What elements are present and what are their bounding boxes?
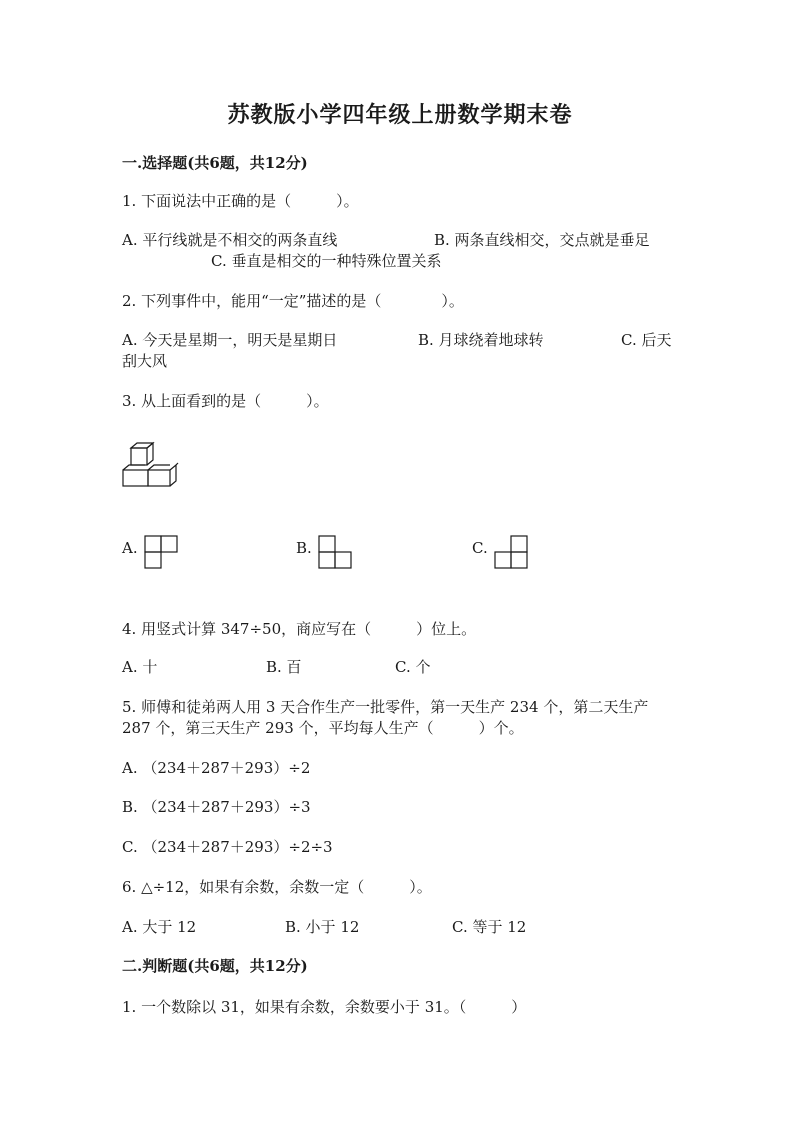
option-a-top-view-figure — [144, 535, 180, 571]
question-1-option-a: A. 平行线就是不相交的两条直线 — [122, 231, 338, 249]
question-4-option-c: C. 个 — [395, 658, 431, 676]
question-6-option-b: B. 小于 12 — [285, 918, 360, 936]
section-heading-true-false: 二.判断题(共6题，共12分) — [122, 957, 308, 975]
question-2-option-b: B. 月球绕着地球转 — [418, 331, 544, 349]
page-title: 苏教版小学四年级上册数学期末卷 — [227, 102, 573, 128]
question-1-stem: 1. 下面说法中正确的是（ ）。 — [122, 192, 359, 210]
question-6-stem: 6. △÷12，如果有余数，余数一定（ ）。 — [122, 878, 432, 896]
judge-question-1-stem: 1. 一个数除以 31，如果有余数，余数要小于 31。（ ） — [122, 998, 527, 1016]
question-6-option-c: C. 等于 12 — [452, 918, 527, 936]
question-5-stem-line2: 287 个，第三天生产 293 个，平均每人生产（ ）个。 — [122, 719, 524, 737]
option-c-top-view-figure — [494, 535, 530, 571]
question-5-stem-line1: 5. 师傅和徒弟两人用 3 天合作生产一批零件，第一天生产 234 个，第二天生产 — [122, 698, 649, 716]
question-5-option-c: C. （234＋287＋293）÷2÷3 — [122, 838, 333, 856]
option-b-top-view-figure — [318, 535, 354, 571]
question-4-option-b: B. 百 — [266, 658, 302, 676]
cube-stack-figure — [120, 440, 182, 490]
question-1-option-c: C. 垂直是相交的一种特殊位置关系 — [211, 252, 442, 270]
question-4-option-a: A. 十 — [122, 658, 158, 676]
section-heading-choice: 一.选择题(共6题，共12分) — [122, 154, 308, 172]
question-2-stem: 2. 下列事件中，能用“一定”描述的是（ ）。 — [122, 292, 464, 310]
question-1-option-b: B. 两条直线相交，交点就是垂足 — [434, 231, 650, 249]
question-3-option-c: C. — [472, 539, 488, 557]
question-5-option-a: A. （234＋287＋293）÷2 — [122, 759, 311, 777]
question-5-option-b: B. （234＋287＋293）÷3 — [122, 798, 311, 816]
question-4-stem: 4. 用竖式计算 347÷50，商应写在（ ）位上。 — [122, 620, 477, 638]
question-3-option-b: B. — [296, 539, 312, 557]
question-6-option-a: A. 大于 12 — [122, 918, 197, 936]
question-3-stem: 3. 从上面看到的是（ ）。 — [122, 392, 329, 410]
question-2-option-c-continued: 刮大风 — [122, 352, 168, 370]
question-2-option-c: C. 后天 — [621, 331, 672, 349]
question-2-option-a: A. 今天是星期一，明天是星期日 — [122, 331, 338, 349]
question-3-option-a: A. — [122, 539, 138, 557]
